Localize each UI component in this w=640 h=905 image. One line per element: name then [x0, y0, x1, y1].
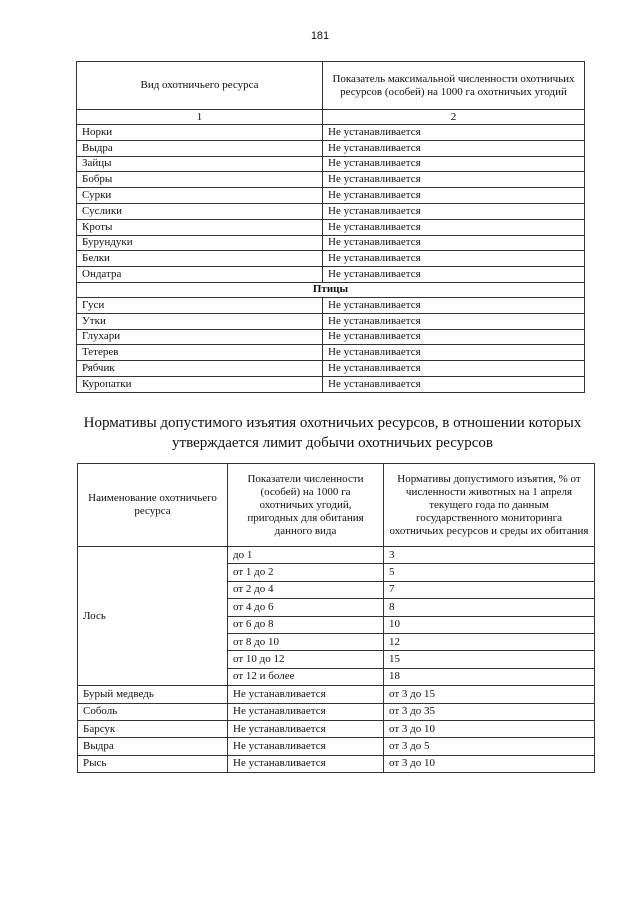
value-cell: Не устанавливается — [323, 188, 585, 204]
species-cell: Гуси — [77, 297, 323, 313]
density-cell: от 6 до 8 — [228, 616, 384, 633]
species-cell-elk: Лось — [78, 547, 228, 686]
species-cell: Куропатки — [77, 376, 323, 392]
density-cell: от 1 до 2 — [228, 564, 384, 581]
table-row — [78, 738, 595, 755]
table-header-row — [77, 62, 585, 110]
table-row — [77, 188, 585, 204]
header-harvest-norm: Нормативы допустимого изъятия, % от численности животных на 1 апреля текущего года по данным государственного мониторинга охотничьих ресурсов и среды их обитания — [384, 464, 595, 547]
value-cell: Не устанавливается — [323, 125, 585, 141]
table-row — [78, 720, 595, 737]
species-cell: Ондатра — [77, 267, 323, 283]
value-cell: Не устанавливается — [323, 376, 585, 392]
value-cell: Не устанавливается — [323, 203, 585, 219]
density-cell: от 2 до 4 — [228, 581, 384, 598]
density-cell: Не устанавливается — [228, 720, 384, 737]
table-row — [77, 172, 585, 188]
norm-cell: 7 — [384, 581, 595, 598]
species-cell: Рысь — [78, 755, 228, 772]
table-row — [77, 361, 585, 377]
norm-cell: от 3 до 10 — [384, 755, 595, 772]
norm-cell: 18 — [384, 668, 595, 685]
species-cell: Соболь — [78, 703, 228, 720]
species-cell: Норки — [77, 125, 323, 141]
norm-cell: 5 — [384, 564, 595, 581]
table-row — [77, 376, 585, 392]
species-cell: Суслики — [77, 203, 323, 219]
norm-cell: 10 — [384, 616, 595, 633]
species-cell: Барсук — [78, 720, 228, 737]
column-number: 1 — [77, 110, 323, 125]
table-row — [77, 313, 585, 329]
norm-cell: 8 — [384, 599, 595, 616]
density-cell: от 8 до 10 — [228, 633, 384, 650]
species-cell: Бурый медведь — [78, 686, 228, 703]
column-number: 2 — [323, 110, 585, 125]
species-cell: Утки — [77, 313, 323, 329]
species-cell: Бобры — [77, 172, 323, 188]
density-cell: от 4 до 6 — [228, 599, 384, 616]
table-row — [77, 140, 585, 156]
harvest-norms-table — [77, 463, 595, 773]
group-title-birds: Птицы — [77, 282, 585, 297]
species-cell: Белки — [77, 251, 323, 267]
species-cell: Бурундуки — [77, 235, 323, 251]
density-cell: Не устанавливается — [228, 755, 384, 772]
value-cell: Не устанавливается — [323, 345, 585, 361]
density-cell: Не устанавливается — [228, 703, 384, 720]
norm-cell: от 3 до 5 — [384, 738, 595, 755]
value-cell: Не устанавливается — [323, 313, 585, 329]
norm-cell: от 3 до 35 — [384, 703, 595, 720]
species-cell: Зайцы — [77, 156, 323, 172]
table-row — [77, 203, 585, 219]
species-cell: Рябчик — [77, 361, 323, 377]
page-number: 181 — [310, 30, 330, 42]
value-cell: Не устанавливается — [323, 361, 585, 377]
column-number-row — [77, 110, 585, 125]
norm-cell: от 3 до 15 — [384, 686, 595, 703]
table-row — [78, 703, 595, 720]
table-row — [77, 235, 585, 251]
table-row — [77, 297, 585, 313]
table-row — [77, 156, 585, 172]
header-species: Вид охотничьего ресурса — [77, 62, 323, 110]
table-header-row — [78, 464, 595, 547]
section-heading: Нормативы допустимого изъятия охотничьих ресурсов, в отношении которых утверждается лимит добычи охотничьих ресурсов — [83, 415, 582, 451]
table-row — [77, 345, 585, 361]
table-row — [78, 547, 595, 564]
table-row — [78, 755, 595, 772]
table-row — [77, 267, 585, 283]
value-cell: Не устанавливается — [323, 251, 585, 267]
table-row — [77, 251, 585, 267]
value-cell: Не устанавливается — [323, 329, 585, 345]
species-cell: Выдра — [77, 140, 323, 156]
value-cell: Не устанавливается — [323, 219, 585, 235]
norm-cell: 15 — [384, 651, 595, 668]
header-resource-name: Наименование охотничьего ресурса — [78, 464, 228, 547]
norm-cell: 3 — [384, 547, 595, 564]
norm-cell: 12 — [384, 633, 595, 650]
density-cell: до 1 — [228, 547, 384, 564]
table-row — [77, 125, 585, 141]
value-cell: Не устанавливается — [323, 140, 585, 156]
value-cell: Не устанавливается — [323, 235, 585, 251]
table-row — [78, 686, 595, 703]
table-row — [77, 329, 585, 345]
value-cell: Не устанавливается — [323, 172, 585, 188]
header-density: Показатели численности (особей) на 1000 га охотничьих угодий, пригодных для обитания данного вида — [228, 464, 384, 547]
species-cell: Кроты — [77, 219, 323, 235]
table-row — [77, 219, 585, 235]
species-density-table — [76, 61, 585, 393]
group-header-row — [77, 282, 585, 297]
density-cell: Не устанавливается — [228, 738, 384, 755]
density-cell: от 10 до 12 — [228, 651, 384, 668]
norm-cell: от 3 до 10 — [384, 720, 595, 737]
species-cell: Глухари — [77, 329, 323, 345]
species-cell: Сурки — [77, 188, 323, 204]
species-cell: Тетерев — [77, 345, 323, 361]
header-max-density: Показатель максимальной численности охотничьих ресурсов (особей) на 1000 га охотничьих угодий — [323, 62, 585, 110]
value-cell: Не устанавливается — [323, 267, 585, 283]
value-cell: Не устанавливается — [323, 297, 585, 313]
species-cell: Выдра — [78, 738, 228, 755]
density-cell: Не устанавливается — [228, 686, 384, 703]
density-cell: от 12 и более — [228, 668, 384, 685]
value-cell: Не устанавливается — [323, 156, 585, 172]
